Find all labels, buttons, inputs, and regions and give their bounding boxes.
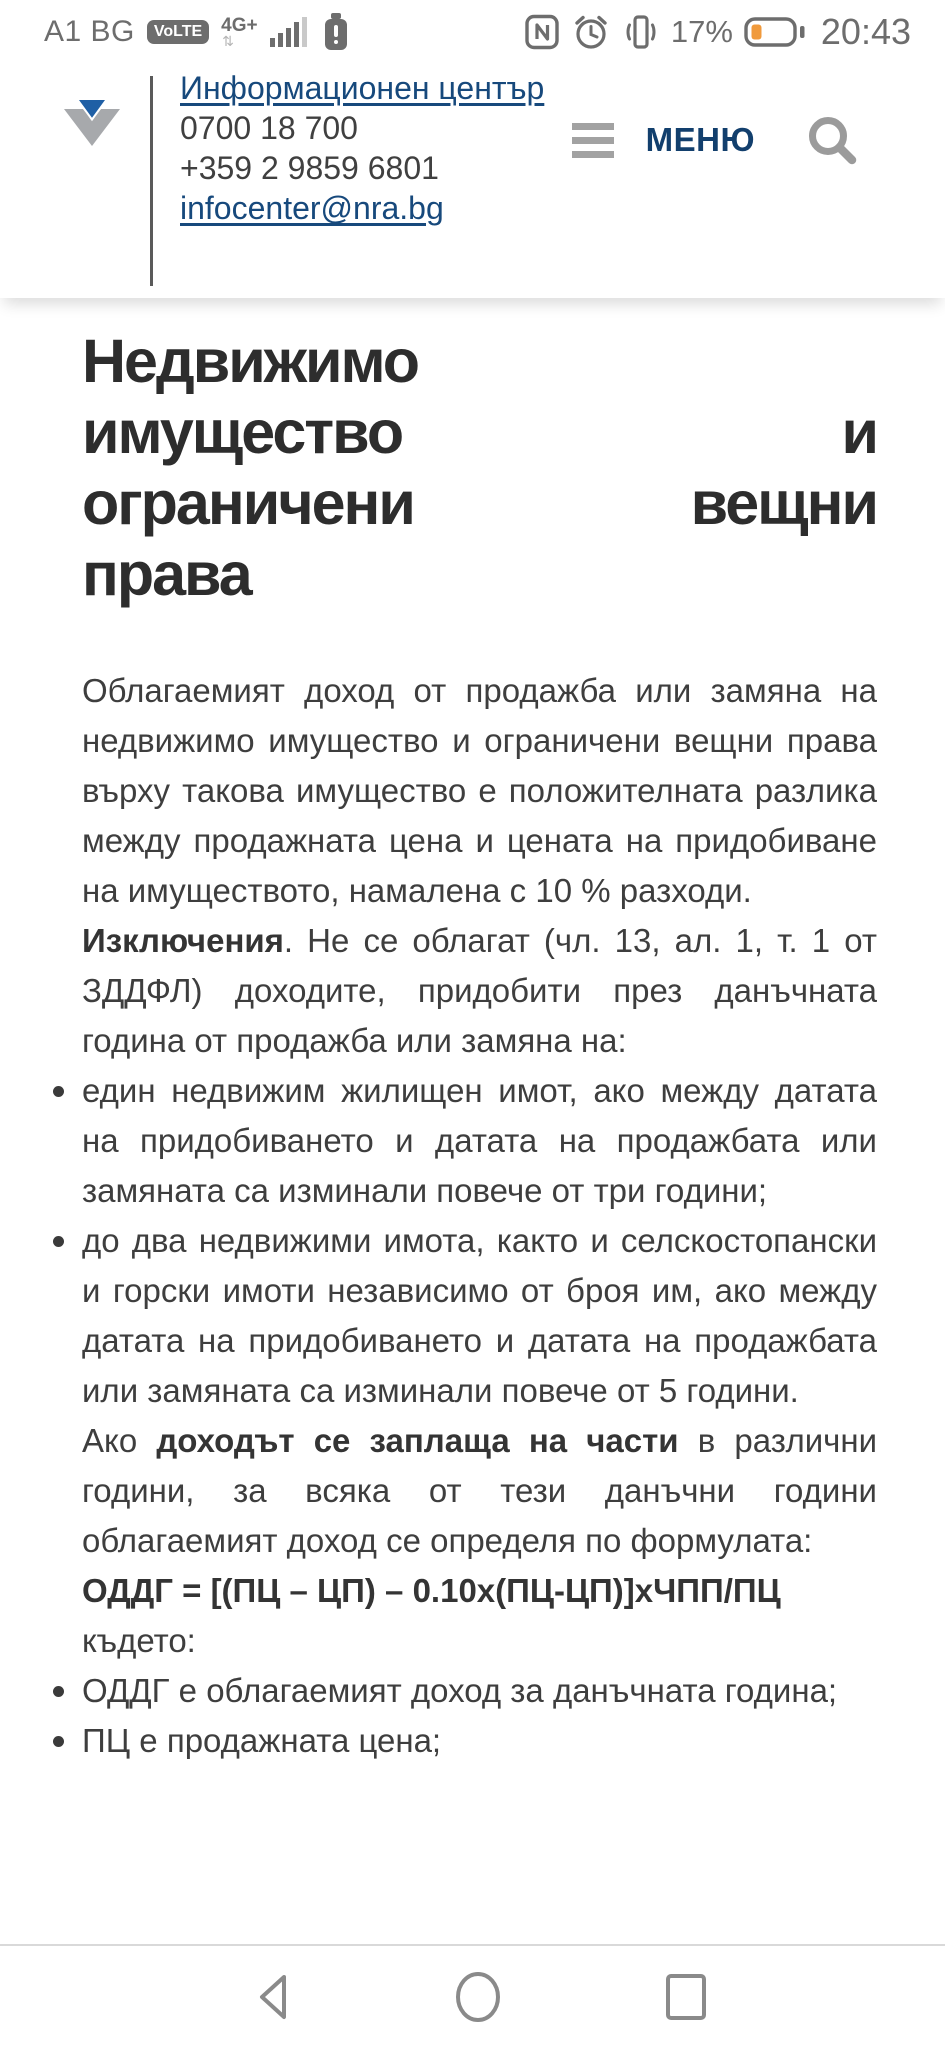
data-activity-arrows-icon: ⇅ xyxy=(222,33,234,49)
battery-percent-label: 17% xyxy=(670,14,733,49)
home-button-icon[interactable] xyxy=(453,1970,503,2024)
formula-line: ОДДГ = [(ПЦ – ЦП) – 0.10х(ПЦ-ЦП)]хЧПП/ПЦ xyxy=(82,1572,781,1609)
alarm-clock-icon xyxy=(571,13,611,51)
signal-bars-icon xyxy=(270,15,310,49)
title-line: имущество и xyxy=(82,398,877,466)
exceptions-list xyxy=(82,1066,877,1416)
network-type-indicator xyxy=(221,16,257,48)
android-nav-bar xyxy=(0,1944,945,2048)
battery-icon xyxy=(744,15,806,49)
email-link[interactable]: infocenter@nra.bg xyxy=(180,190,444,226)
contact-block xyxy=(180,68,570,228)
nra-logo-icon[interactable] xyxy=(62,96,122,148)
status-left-group xyxy=(44,12,350,52)
back-button-icon[interactable] xyxy=(253,1972,293,2022)
header-divider xyxy=(150,76,153,286)
network-type-label: 4G+ xyxy=(221,15,258,36)
article-content xyxy=(0,298,945,1944)
carrier-label: A1 BG xyxy=(44,15,135,48)
installments-prefix: Ако xyxy=(82,1422,157,1459)
phone-number-2: +359 2 9859 6801 xyxy=(180,150,439,186)
nfc-icon xyxy=(525,14,560,50)
list-item: един недвижим жилищен имот, ако между датата на придобиването и датата на продажбата или замяната са изминали повече от три години; xyxy=(82,1066,877,1216)
exceptions-rest: . Не се облагат (чл. 13, ал. 1, т. 1 от ЗДДФЛ) доходите, придобити през данъчната година от продажба или замяна на: xyxy=(82,922,877,1059)
vibrate-icon xyxy=(622,13,660,51)
menu-button[interactable]: МЕНЮ xyxy=(645,121,755,158)
hamburger-menu-icon[interactable] xyxy=(568,119,618,162)
title-line: права xyxy=(82,540,251,608)
sim-alert-icon xyxy=(322,12,350,52)
installments-paragraph xyxy=(82,1416,877,1566)
header-controls xyxy=(568,113,859,167)
intro-paragraph: Облагаемият доход от продажба или замяна на недвижимо имущество и ограничени вещни права върху такова имущество е положителната разлика между продажната цена и цената на придобиване на имуществото, намалена с 10 % разходи. xyxy=(82,672,877,909)
exceptions-paragraph xyxy=(82,916,877,1066)
info-center-link[interactable]: Информационен център xyxy=(180,70,545,106)
where-label: където: xyxy=(82,1622,196,1659)
status-right-group xyxy=(525,11,911,53)
list-item: ПЦ е продажната цена; xyxy=(82,1716,877,1766)
search-icon[interactable] xyxy=(805,113,859,167)
status-bar xyxy=(0,0,945,58)
page-title xyxy=(82,326,877,610)
phone-number-1: 0700 18 700 xyxy=(180,110,358,146)
list-item: ОДДГ е облагаемият доход за данъчната година; xyxy=(82,1666,877,1716)
article-body xyxy=(82,666,877,1766)
title-line: Недвижимо xyxy=(82,327,419,395)
installments-rest: в различни години, за всяка от тези данъчни години облагаемият доход се определя по формулата: xyxy=(82,1422,878,1559)
volte-badge: VoLTE xyxy=(147,20,209,44)
recents-button-icon[interactable] xyxy=(663,1972,709,2022)
where-list xyxy=(82,1666,877,1766)
clock-label: 20:43 xyxy=(820,11,911,52)
installments-bold: доходът се заплаща на части xyxy=(156,1422,679,1459)
site-header xyxy=(0,58,945,298)
list-item: до два недвижими имота, както и селскостопански и горски имоти независимо от броя им, ако между датата на придобиването и датата на продажбата или замяната са изминали повече от 5 години. xyxy=(82,1216,877,1416)
title-line: ограничени вещни xyxy=(82,469,877,537)
exceptions-lead: Изключения xyxy=(82,922,284,959)
